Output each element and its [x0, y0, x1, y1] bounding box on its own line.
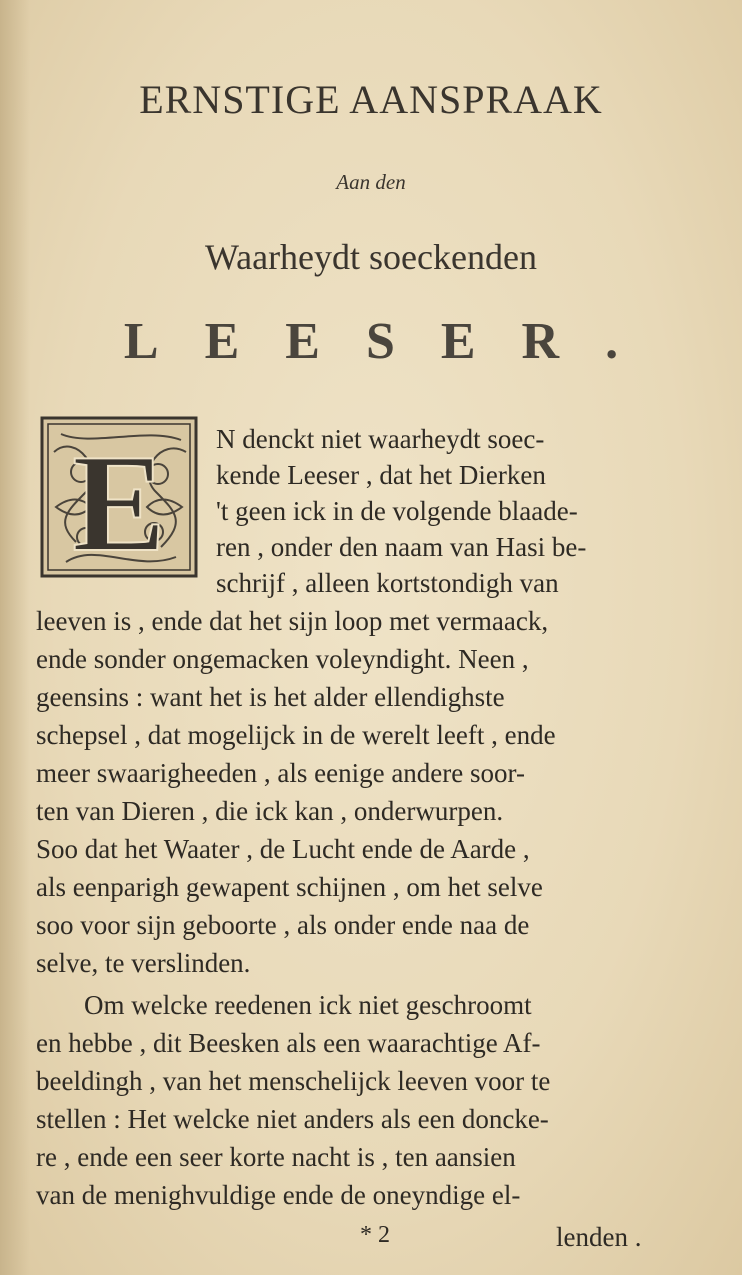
text-line: N denckt niet waarheydt soec- — [216, 424, 545, 454]
text-line: 't geen ick in de volgende blaade- — [216, 496, 578, 526]
text-line: Om welcke reedenen ick niet geschroomt — [84, 990, 532, 1020]
title-leeser: LEESER. — [123, 313, 665, 370]
subtitle-waarheydt: Waarheydt soeckenden — [205, 237, 537, 277]
text-line: kende Leeser , dat het Dierken — [216, 460, 546, 490]
text-line: selve, te verslinden. — [36, 948, 251, 978]
text-line: Soo dat het Waater , de Lucht ende de Aarde , — [36, 834, 530, 864]
text-line: stellen : Het welcke niet anders als een doncke- — [36, 1104, 549, 1134]
text-line: meer swaarigheeden , als eenige andere soor- — [36, 758, 525, 788]
text-line: als eenparigh gewapent schijnen , om het selve — [36, 872, 543, 902]
ornament-icon — [36, 412, 202, 582]
text-line: ren , onder den naam van Hasi be- — [216, 532, 587, 562]
text-line: geensins : want het is het alder ellendighste — [36, 682, 505, 712]
text-line: schepsel , dat mogelijck in de werelt leeft , ende — [36, 720, 556, 750]
catchword: lenden . — [556, 1222, 642, 1252]
decorated-initial — [36, 412, 202, 582]
signature-mark: * 2 — [360, 1222, 390, 1248]
text-line: schrijf , alleen kortstondigh van — [216, 568, 559, 598]
text-line: ende sonder ongemacken voleyndight. Neen , — [36, 644, 529, 674]
text-line: en hebbe , dit Beesken als een waarachtige Af- — [36, 1028, 541, 1058]
text-line: ten van Dieren , die ick kan , onderwurpen. — [36, 796, 504, 826]
text-line: re , ende een seer korte nacht is , ten aansien — [36, 1142, 516, 1172]
title-ernstige-aanspraak: ERNSTIGE AANSPRAAK — [139, 77, 603, 122]
text-line: soo voor sijn geboorte , als onder ende naa de — [36, 910, 530, 940]
text-line: van de menighvuldige ende de oneyndige el- — [36, 1180, 521, 1210]
subtitle-aan-den: Aan den — [336, 170, 406, 194]
initial-letter: E — [72, 426, 166, 581]
text-line: beeldingh , van het menschelijck leeven voor te — [36, 1066, 551, 1096]
text-line: leeven is , ende dat het sijn loop met vermaack, — [36, 606, 549, 636]
